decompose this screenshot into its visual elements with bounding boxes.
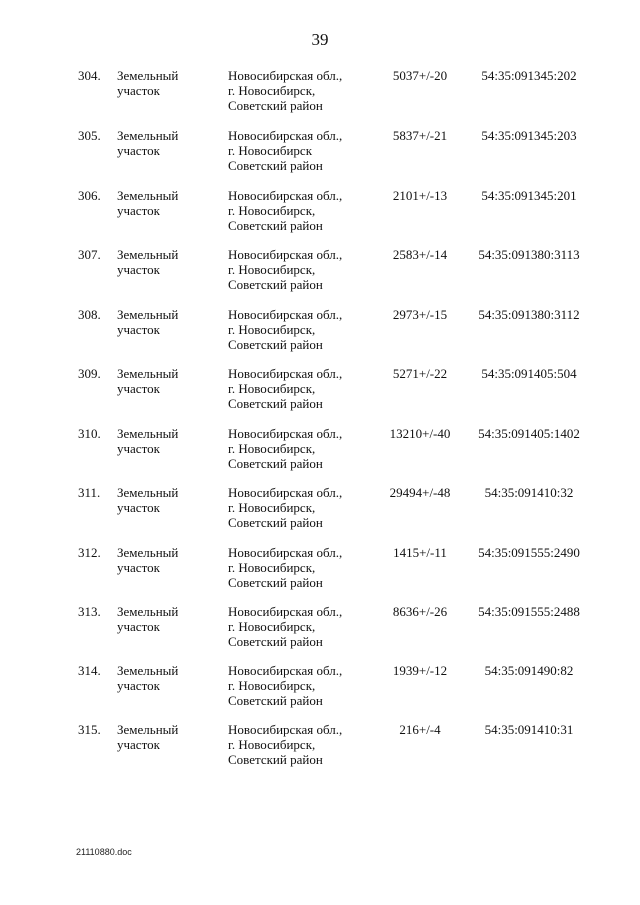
cadastral-number: 54:35:091345:201 [481, 188, 577, 203]
object-area: 8636+/-26 [392, 604, 448, 619]
row-number: 309. [78, 366, 101, 381]
object-address: Новосибирская обл., г. Новосибирск, Советский район [228, 604, 343, 649]
table-row [0, 722, 640, 782]
cadastral-number: 54:35:091345:203 [481, 128, 577, 143]
table-row [0, 188, 640, 248]
object-area: 5837+/-21 [392, 128, 448, 143]
object-type: Земельный участок [117, 426, 179, 456]
object-address: Новосибирская обл., г. Новосибирск, Советский район [228, 485, 343, 530]
cadastral-number: 54:35:091380:3112 [478, 307, 580, 322]
object-type: Земельный участок [117, 604, 179, 634]
object-area: 13210+/-40 [389, 426, 451, 441]
table-row [0, 485, 640, 545]
table-row [0, 663, 640, 723]
row-number: 305. [78, 128, 101, 143]
cadastral-number: 54:35:091555:2488 [478, 604, 580, 619]
cadastral-number: 54:35:091380:3113 [478, 247, 580, 262]
row-number: 311. [78, 485, 101, 500]
object-type: Земельный участок [117, 307, 179, 337]
object-type: Земельный участок [117, 485, 179, 515]
table-row [0, 128, 640, 188]
object-area: 2973+/-15 [392, 307, 448, 322]
table-row [0, 68, 640, 128]
object-type: Земельный участок [117, 722, 179, 752]
object-address: Новосибирская обл., г. Новосибирск, Советский район [228, 307, 343, 352]
cadastral-number: 54:35:091405:504 [481, 366, 577, 381]
object-address: Новосибирская обл., г. Новосибирск, Советский район [228, 247, 343, 292]
cadastral-number: 54:35:091405:1402 [478, 426, 580, 441]
row-number: 315. [78, 722, 101, 737]
row-number: 312. [78, 545, 101, 560]
cadastral-number: 54:35:091410:31 [484, 722, 574, 737]
object-type: Земельный участок [117, 663, 179, 693]
object-area: 216+/-4 [399, 722, 441, 737]
cadastral-number: 54:35:091345:202 [481, 68, 577, 83]
table-row [0, 604, 640, 664]
row-number: 306. [78, 188, 101, 203]
cadastral-number: 54:35:091410:32 [484, 485, 574, 500]
table-row [0, 426, 640, 486]
row-number: 307. [78, 247, 101, 262]
object-address: Новосибирская обл., г. Новосибирск Советский район [228, 128, 343, 173]
object-area: 29494+/-48 [389, 485, 451, 500]
object-type: Земельный участок [117, 366, 179, 396]
object-address: Новосибирская обл., г. Новосибирск, Советский район [228, 426, 343, 471]
object-type: Земельный участок [117, 68, 179, 98]
row-number: 304. [78, 68, 101, 83]
object-area: 1415+/-11 [393, 545, 447, 560]
object-area: 2101+/-13 [392, 188, 448, 203]
table-row [0, 545, 640, 605]
row-number: 314. [78, 663, 101, 678]
table-row [0, 366, 640, 426]
object-address: Новосибирская обл., г. Новосибирск, Советский район [228, 366, 343, 411]
object-type: Земельный участок [117, 247, 179, 277]
cadastral-number: 54:35:091555:2490 [478, 545, 580, 560]
object-address: Новосибирская обл., г. Новосибирск, Советский район [228, 188, 343, 233]
object-type: Земельный участок [117, 128, 179, 158]
object-address: Новосибирская обл., г. Новосибирск, Советский район [228, 545, 343, 590]
object-area: 5037+/-20 [392, 68, 448, 83]
object-address: Новосибирская обл., г. Новосибирск, Советский район [228, 663, 343, 708]
row-number: 308. [78, 307, 101, 322]
object-area: 2583+/-14 [392, 247, 448, 262]
object-address: Новосибирская обл., г. Новосибирск, Советский район [228, 722, 343, 767]
table-row [0, 307, 640, 367]
cadastral-number: 54:35:091490:82 [484, 663, 574, 678]
document-filename: 21110880.doc [76, 847, 132, 857]
object-type: Земельный участок [117, 188, 179, 218]
object-address: Новосибирская обл., г. Новосибирск, Советский район [228, 68, 343, 113]
row-number: 310. [78, 426, 101, 441]
object-area: 5271+/-22 [392, 366, 448, 381]
object-type: Земельный участок [117, 545, 179, 575]
page-number: 39 [311, 30, 329, 49]
object-area: 1939+/-12 [392, 663, 448, 678]
table-row [0, 247, 640, 307]
row-number: 313. [78, 604, 101, 619]
